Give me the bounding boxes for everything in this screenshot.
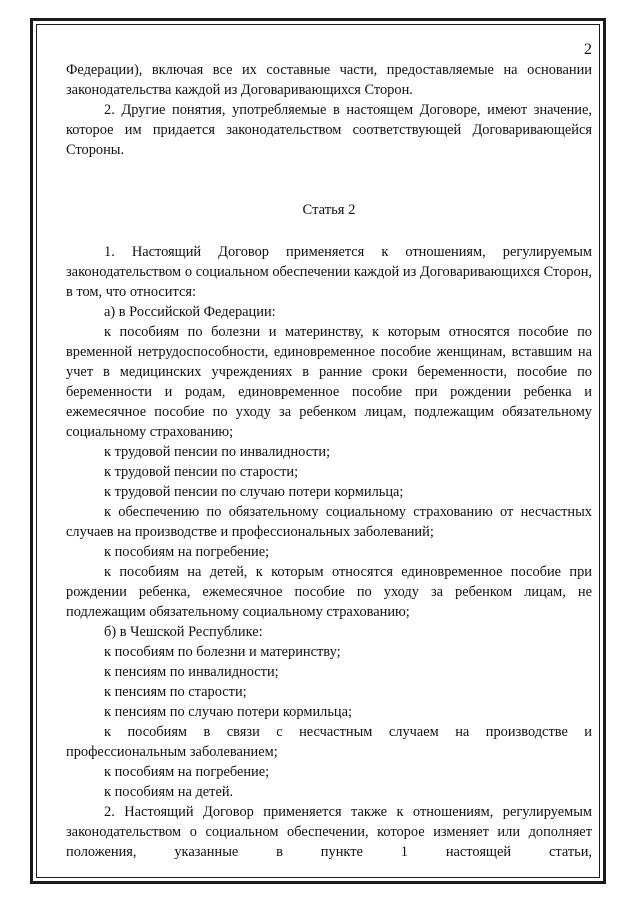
list-item: к пособиям на погребение;: [104, 764, 270, 780]
list-item: к пособиям на детей.: [104, 784, 234, 800]
list-item: к пособиям на детей, к которым относятся единовременное пособие при рождении ребенка, ежемесячное пособие по уходу за ребенком лицам, не подлежащим обязательному социальному страхованию;: [66, 564, 592, 620]
list-item: к пособиям по болезни и материнству;: [104, 644, 341, 660]
article-title: Статья 2: [302, 202, 356, 218]
paragraph-continuation: Федерации), включая все их составные части, предоставляемые на основании законодательства каждой из Договаривающихся Сторон.: [66, 62, 592, 98]
list-item: к пособиям на погребение;: [104, 544, 270, 560]
list-item: к пенсиям по инвалидности;: [104, 664, 279, 680]
list-item: к трудовой пенсии по случаю потери кормильца;: [104, 484, 404, 500]
page-number: 2: [584, 41, 592, 58]
list-item: к обеспечению по обязательному социальному страхованию от несчастных случаев на производстве и профессиональных заболеваний;: [66, 504, 592, 540]
subclause-a-heading: а) в Российской Федерации:: [104, 304, 276, 320]
article-clause-1: 1. Настоящий Договор применяется к отношениям, регулируемым законодательством о социальном обеспечении каждой из Договаривающихся Сторон, в том, что относится:: [66, 244, 592, 300]
list-item: к пособиям по болезни и материнству, к которым относятся пособие по временной нетрудоспособности, единовременное пособие женщинам, вставшим на учет в медицинских учреждениях в ранние сроки беременности, пособие по беременности и родам, единовременное пособие при рождении ребенка и ежемесячное пособие по уходу за ребенком лицам, подлежащим обязательному социальному страхованию;: [66, 324, 592, 440]
paragraph-definitions: 2. Другие понятия, употребляемые в настоящем Договоре, имеют значение, которое им придается законодательством соответствующей Договаривающейся Стороны.: [66, 102, 592, 158]
article-clause-2: 2. Настоящий Договор применяется также к отношениям, регулируемым законодательством о социальном обеспечении, которое изменяет или дополняет положения, указанные в пункте 1 настоящей статьи,: [66, 804, 592, 860]
subclause-b-heading: б) в Чешской Республике:: [104, 624, 263, 640]
list-item: к пенсиям по старости;: [104, 684, 247, 700]
list-item: к трудовой пенсии по старости;: [104, 464, 299, 480]
list-item: к пенсиям по случаю потери кормильца;: [104, 704, 352, 720]
list-item: к пособиям в связи с несчастным случаем на производстве и профессиональным заболеванием;: [66, 724, 592, 760]
document-body: [66, 60, 592, 862]
list-item: к трудовой пенсии по инвалидности;: [104, 444, 331, 460]
